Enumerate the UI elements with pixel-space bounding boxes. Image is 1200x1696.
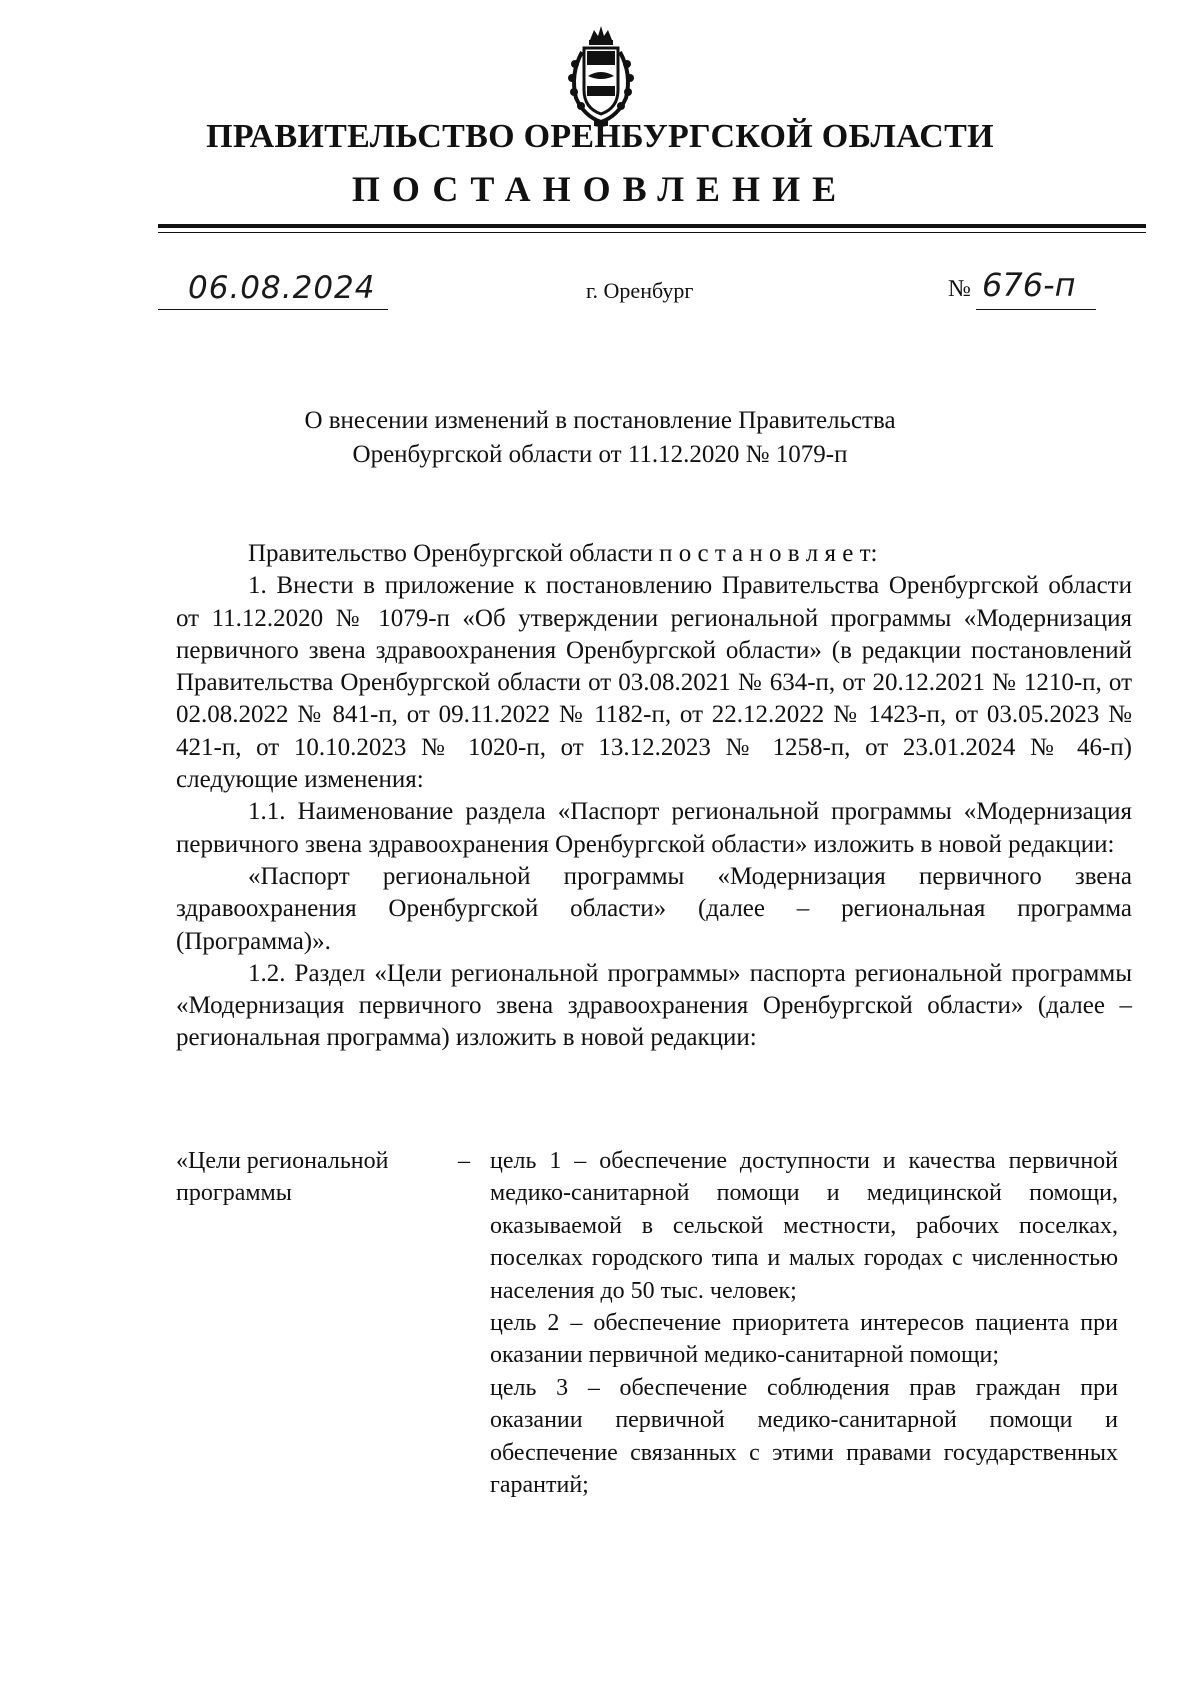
body-paragraph-intro: Правительство Оренбургской области п о с т а н о в л я е т: [248, 540, 878, 567]
goal-item: цель 1 – обеспечение доступности и качества первичной медико-санитарной помощи и медицинской помощи, оказываемой в сельской местности, рабочих поселках, поселках городского типа и малых городах с численностью населения до 50 тыс. человек; [490, 1148, 1118, 1304]
body-paragraph-1-2: 1.2. Раздел «Цели региональной программы» паспорта региональной программы «Модернизация первичного звена здравоохранения Оренбургской области» (далее – региональная программа) изложить в новой редакции: [176, 959, 1132, 1052]
document-date: 06.08.2024 [188, 270, 376, 306]
coat-of-arms-emblem [564, 24, 638, 128]
document-type-title: ПОСТАНОВЛЕНИЕ [351, 169, 849, 209]
document-city: г. Оренбург [586, 278, 694, 303]
goal-item: цель 3 – обеспечение соблюдения прав граждан при оказании первичной медико-санитарной помощи и обеспечение связанных с этими правами государственных гарантий; [490, 1374, 1118, 1499]
body-paragraph-1-1: 1.1. Наименование раздела «Паспорт региональной программы «Модернизация первичного звена здравоохранения Оренбургской области» изложить в новой редакции: [176, 798, 1132, 858]
goals-list [490, 1145, 1118, 1501]
number-underline [976, 309, 1096, 310]
number-sign: № [948, 276, 971, 302]
subject-line-2: Оренбургской области от 11.12.2020 № 1079-п [352, 441, 848, 468]
subject-line-1: О внесении изменений в постановление Правительства [304, 407, 896, 434]
document-subject [0, 404, 1200, 472]
header-rule-thin [158, 232, 1146, 233]
government-title: ПРАВИТЕЛЬСТВО ОРЕНБУРГСКОЙ ОБЛАСТИ [206, 118, 994, 155]
header-rule-thick [158, 224, 1146, 228]
date-underline [158, 309, 388, 310]
goals-dash: – [458, 1148, 470, 1174]
body-paragraph-1: 1. Внести в приложение к постановлению Правительства Оренбургской области от 11.12.2020 № 1079-п «Об утверждении региональной программы «Модернизация первичного звена здравоохранения Оренбургской области» (в редакции постановлений Правительства Оренбургской области от 03.08.2021 № 634-п, от 20.12.2021 № 1210-п, от 02.08.2022 № 841-п, от 09.11.2022 № 1182-п, от 22.12.2022 № 1423-п, от 03.05.2023 № 421-п, от 10.10.2023 № 1020-п, от 13.12.2023 № 1258-п, от 23.01.2024 № 46-п) следующие изменения: [176, 572, 1132, 794]
document-number: 676-п [982, 266, 1076, 304]
goal-item: цель 2 – обеспечение приоритета интересов пациента при оказании первичной медико-санитарной помощи; [490, 1310, 1118, 1369]
goals-label: «Цели региональной программы [176, 1148, 389, 1207]
document-body [176, 538, 1132, 1055]
body-paragraph-quote: «Паспорт региональной программы «Модернизация первичного звена здравоохранения Оренбургской области» (далее – региональная программа (Программа)». [176, 862, 1132, 955]
